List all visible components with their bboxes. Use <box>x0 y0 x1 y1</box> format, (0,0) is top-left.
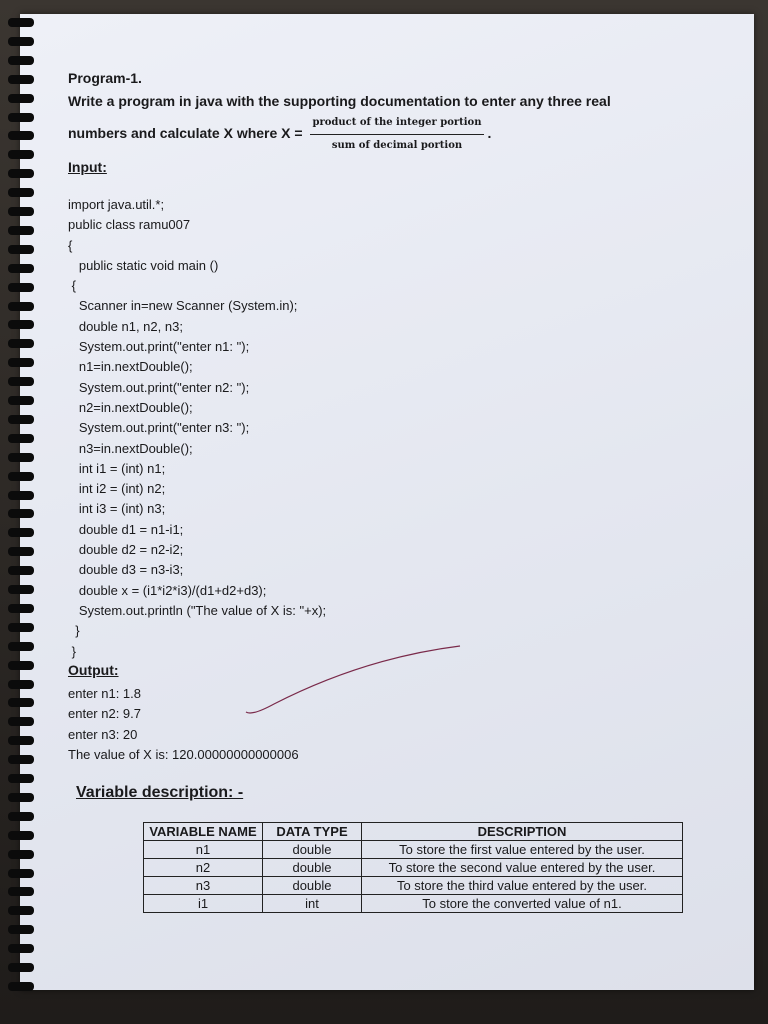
binding-ring <box>8 566 34 575</box>
variable-description-heading: Variable description: - <box>76 783 244 801</box>
code-line: { <box>68 278 76 294</box>
binding-ring <box>8 755 34 764</box>
binding-ring <box>8 661 34 670</box>
data-type-cell: double <box>263 859 362 877</box>
binding-ring <box>8 94 34 103</box>
binding-ring <box>8 869 34 878</box>
table-row <box>144 841 683 859</box>
program-title: Program-1. <box>68 70 142 86</box>
binding-ring <box>8 831 34 840</box>
output-heading: Output: <box>68 661 119 678</box>
code-line: int i1 = (int) n1; <box>68 460 166 476</box>
question-text <box>68 90 728 157</box>
variable-name-cell: n2 <box>144 859 263 877</box>
table-row <box>144 877 683 895</box>
code-line: double d2 = n2-i2; <box>68 542 184 558</box>
binding-ring <box>8 642 34 651</box>
binding-ring <box>8 491 34 500</box>
binding-ring <box>8 415 34 424</box>
formula-fraction <box>310 112 483 157</box>
code-line: } <box>68 643 76 659</box>
binding-ring <box>8 982 34 991</box>
binding-ring <box>8 850 34 859</box>
binding-ring <box>8 245 34 254</box>
binding-ring <box>8 358 34 367</box>
data-type-cell: double <box>263 841 362 859</box>
binding-ring <box>8 226 34 235</box>
binding-ring <box>8 963 34 972</box>
question-line-2: numbers and calculate X where X = $\frac{\text{product of the integer portion}}{\text{sum of decimal portion}}$ . <box>68 112 728 157</box>
fraction-denominator: sum of decimal portion <box>331 140 463 151</box>
binding-ring <box>8 188 34 197</box>
binding-ring <box>8 698 34 707</box>
binding-ring <box>8 887 34 896</box>
description-cell: To store the second value entered by the user. <box>362 859 683 877</box>
binding-ring <box>8 453 34 462</box>
code-line: double n1, n2, n3; <box>68 318 183 334</box>
binding-ring <box>8 623 34 632</box>
code-line: System.out.print("enter n1: "); <box>68 339 250 355</box>
binding-ring <box>8 320 34 329</box>
binding-ring <box>8 812 34 821</box>
binding-ring <box>8 774 34 783</box>
variable-name-cell: i1 <box>144 895 263 913</box>
binding-ring <box>8 396 34 405</box>
data-type-cell: double <box>263 877 362 895</box>
binding-ring <box>8 925 34 934</box>
binding-ring <box>8 944 34 953</box>
binding-ring <box>8 264 34 273</box>
input-heading: Input: <box>68 159 107 175</box>
binding-ring <box>8 509 34 518</box>
code-line: System.out.print("enter n3: "); <box>68 420 250 436</box>
binding-ring <box>8 150 34 159</box>
source-code-block <box>68 195 728 662</box>
binding-ring <box>8 680 34 689</box>
output-line: enter n3: 20 <box>68 726 138 742</box>
question-line-2-prefix: numbers and calculate X where X = <box>68 125 303 142</box>
code-line: n3=in.nextDouble(); <box>68 440 193 456</box>
question-line-1: Write a program in java with the supporting documentation to enter any three real <box>68 93 611 109</box>
code-line: public class ramu007 <box>68 217 191 233</box>
binding-ring <box>8 131 34 140</box>
code-line: public static void main () <box>68 257 219 273</box>
data-type-cell: int <box>263 895 362 913</box>
binding-ring <box>8 302 34 311</box>
output-line: enter n1: 1.8 <box>68 685 141 701</box>
description-cell: To store the converted value of n1. <box>362 895 683 913</box>
header-data-type: DATA TYPE <box>263 823 362 841</box>
code-line: int i3 = (int) n3; <box>68 501 166 517</box>
binding-ring <box>8 736 34 745</box>
code-line: System.out.print("enter n2: "); <box>68 379 250 395</box>
binding-ring <box>8 547 34 556</box>
binding-ring <box>8 528 34 537</box>
description-cell: To store the first value entered by the user. <box>362 841 683 859</box>
binding-ring <box>8 283 34 292</box>
binding-ring <box>8 113 34 122</box>
table-row <box>144 859 683 877</box>
binding-ring <box>8 472 34 481</box>
code-line: int i2 = (int) n2; <box>68 481 166 497</box>
table-row <box>144 895 683 913</box>
header-description: DESCRIPTION <box>362 823 683 841</box>
binding-ring <box>8 339 34 348</box>
code-line: System.out.println ("The value of X is: "+x); <box>68 602 327 618</box>
binding-ring <box>8 434 34 443</box>
code-line: double d1 = n1-i1; <box>68 521 184 537</box>
output-line: The value of X is: 120.00000000000006 <box>68 747 299 763</box>
code-line: import java.util.*; <box>68 197 165 212</box>
binding-ring <box>8 585 34 594</box>
description-cell: To store the third value entered by the user. <box>362 877 683 895</box>
binding-ring <box>8 793 34 802</box>
code-line: double d3 = n3-i3; <box>68 562 184 578</box>
code-line: } <box>68 623 80 639</box>
binding-ring <box>8 604 34 613</box>
binding-ring <box>8 37 34 46</box>
variable-name-cell: n3 <box>144 877 263 895</box>
binding-ring <box>8 906 34 915</box>
header-variable-name: VARIABLE NAME <box>144 823 263 841</box>
binding-ring <box>8 717 34 726</box>
variable-name-cell: n1 <box>144 841 263 859</box>
spiral-binding <box>8 14 42 994</box>
binding-ring <box>8 377 34 386</box>
code-line: { <box>68 237 73 253</box>
variable-description-table <box>143 822 683 913</box>
fraction-numerator: product of the integer portion <box>310 112 483 135</box>
code-line: n2=in.nextDouble(); <box>68 399 193 415</box>
binding-ring <box>8 207 34 216</box>
code-line: double x = (i1*i2*i3)/(d1+d2+d3); <box>68 582 267 598</box>
binding-ring <box>8 169 34 178</box>
code-line: Scanner in=new Scanner (System.in); <box>68 298 298 314</box>
output-line: enter n2: 9.7 <box>68 706 141 722</box>
code-line: n1=in.nextDouble(); <box>68 359 193 375</box>
binding-ring <box>8 56 34 65</box>
binding-ring <box>8 75 34 84</box>
binding-ring <box>8 18 34 27</box>
tick-mark-icon <box>244 640 464 720</box>
table-header-row <box>144 823 683 841</box>
